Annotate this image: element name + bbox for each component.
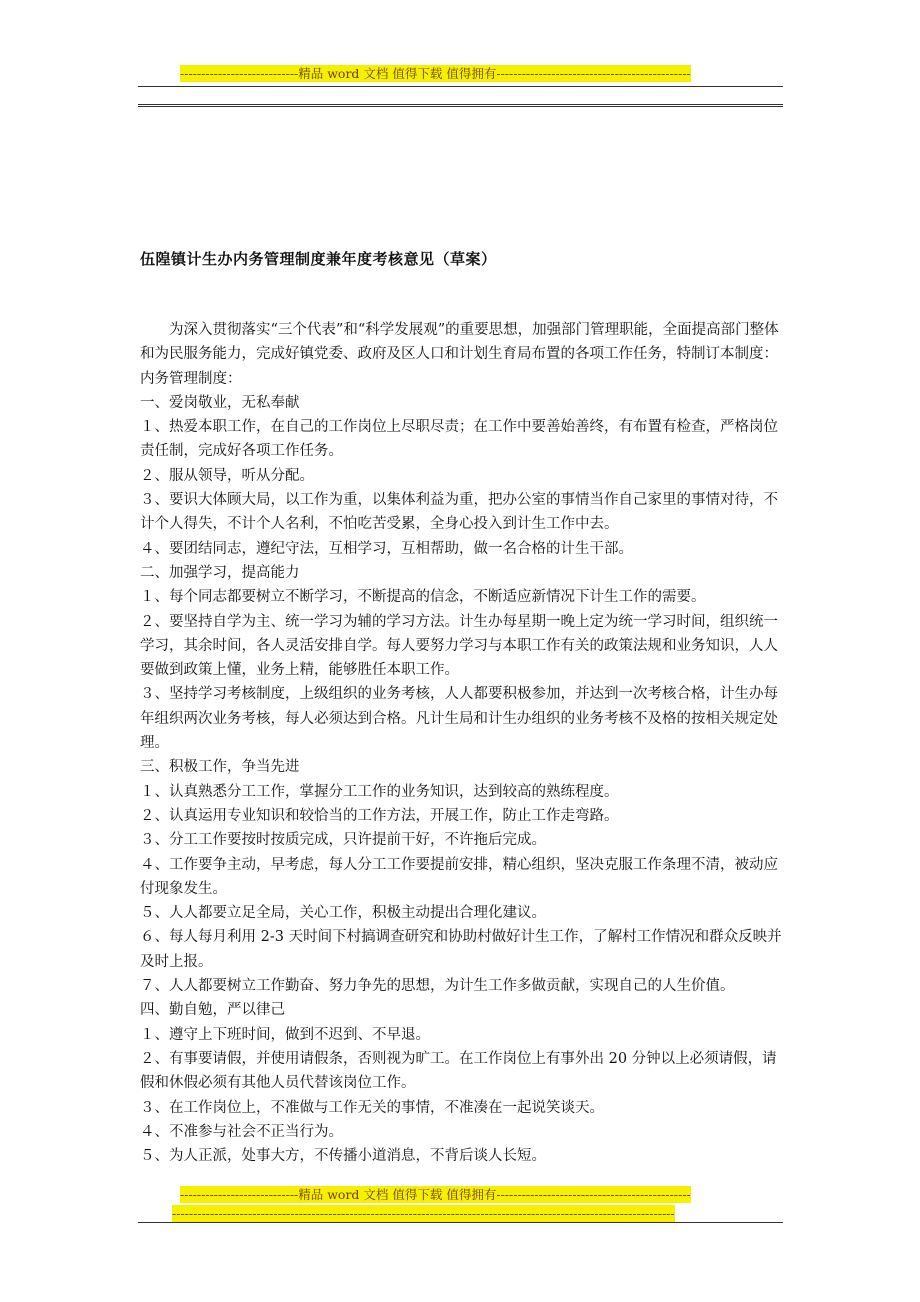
- footer-banner: ----------------------------精品 word 文档 值得下载 值得拥有----------------------------------------------: [180, 1187, 691, 1202]
- list-item: ３、坚持学习考核制度，上级组织的业务考核，人人都要积极参加，并达到一次考核合格，计生办每年组织两次业务考核，每人必须达到合格。凡计生局和计生办组织的业务考核不及格的按相关规定处理。: [140, 686, 778, 752]
- list-item: ２、服从领导，听从分配。: [140, 467, 314, 484]
- intro-paragraph: 为深入贯彻落实“三个代表”和“科学发展观”的重要思想，加强部门管理职能，全面提高部门整体和为民服务能力，完成好镇党委、政府及区人口和计划生育局布置的各项工作任务，特制订本制度：: [140, 322, 779, 363]
- footer-banner-dashes: -----------------------------------------------------------------------------------------------------------------------: [172, 1206, 675, 1221]
- list-item: ５、人人都要立足全局，关心工作，积极主动提出合理化建议。: [140, 905, 546, 922]
- document-body: [140, 318, 784, 1168]
- list-item: ２、认真运用专业知识和较恰当的工作方法，开展工作，防止工作走弯路。: [140, 807, 619, 824]
- list-item: １、认真熟悉分工工作，掌握分工工作的业务知识，达到较高的熟练程度。: [140, 783, 619, 800]
- section-heading: 三、积极工作，争当先进: [140, 759, 300, 776]
- list-item: １、遵守上下班时间，做到不迟到、不早退。: [140, 1026, 430, 1043]
- header-double-rule: [138, 104, 783, 109]
- list-item: ６、每人每月利用 2-3 天时间下村搞调查研究和协助村做好计生工作，了解村工作情况和群众反映并及时上报。: [140, 929, 782, 970]
- list-item: １、每个同志都要树立不断学习，不断提高的信念，不断适应新情况下计生工作的需要。: [140, 589, 706, 606]
- document-title: 伍隍镇计生办内务管理制度兼年度考核意见（草案）: [140, 250, 497, 268]
- footer-rule: [138, 1222, 783, 1223]
- section-heading: 二、加强学习，提高能力: [140, 564, 300, 581]
- header-banner: ----------------------------精品 word 文档 值得下载 值得拥有----------------------------------------------: [180, 66, 691, 81]
- list-item: ３、要识大体顾大局，以工作为重，以集体利益为重，把办公室的事情当作自己家里的事情对待，不计个人得失，不计个人名利，不怕吃苦受累，全身心投入到计生工作中去。: [140, 492, 778, 533]
- section-heading: 一、爱岗敬业，无私奉献: [140, 394, 300, 411]
- list-item: ２、有事要请假，并使用请假条，否则视为旷工。在工作岗位上有事外出 20 分钟以上必须请假，请假和休假必须有其他人员代替该岗位工作。: [140, 1050, 777, 1092]
- list-item: １、热爱本职工作，在自己的工作岗位上尽职尽责；在工作中要善始善终，有布置有检查，严格岗位责任制，完成好各项工作任务。: [140, 419, 778, 460]
- list-item: ３、分工工作要按时按质完成，只许提前干好，不许拖后完成。: [140, 832, 546, 849]
- list-item: ４、工作要争主动，早考虑，每人分工工作要提前安排，精心组织，坚决克服工作条理不清，被动应付现象发生。: [140, 856, 778, 897]
- list-item: ７、人人都要树立工作勤奋、努力争先的思想，为计生工作多做贡献，实现自己的人生价值。: [140, 978, 735, 995]
- list-item: ２、要坚持自学为主、统一学习为辅的学习方法。计生办每星期一晚上定为统一学习时间，组织统一学习，其余时间，各人灵活安排自学。每人要努力学习与本职工作有关的政策法规和业务知识，人人要做到政策上懂，业务上精，能够胜任本职工作。: [140, 613, 778, 679]
- list-item: ３、在工作岗位上，不准做与工作无关的事情，不准凑在一起说笑谈天。: [140, 1099, 604, 1116]
- list-item: ５、为人正派，处事大方，不传播小道消息，不背后谈人长短。: [140, 1148, 546, 1165]
- section-heading: 四、勤自勉，严以律己: [140, 1002, 285, 1019]
- list-item: ４、要团结同志，遵纪守法，互相学习，互相帮助，做一名合格的计生干部。: [140, 540, 633, 557]
- header-rule: [138, 86, 783, 87]
- list-item: ４、不准参与社会不正当行为。: [140, 1123, 343, 1140]
- section-heading: 内务管理制度：: [140, 370, 242, 387]
